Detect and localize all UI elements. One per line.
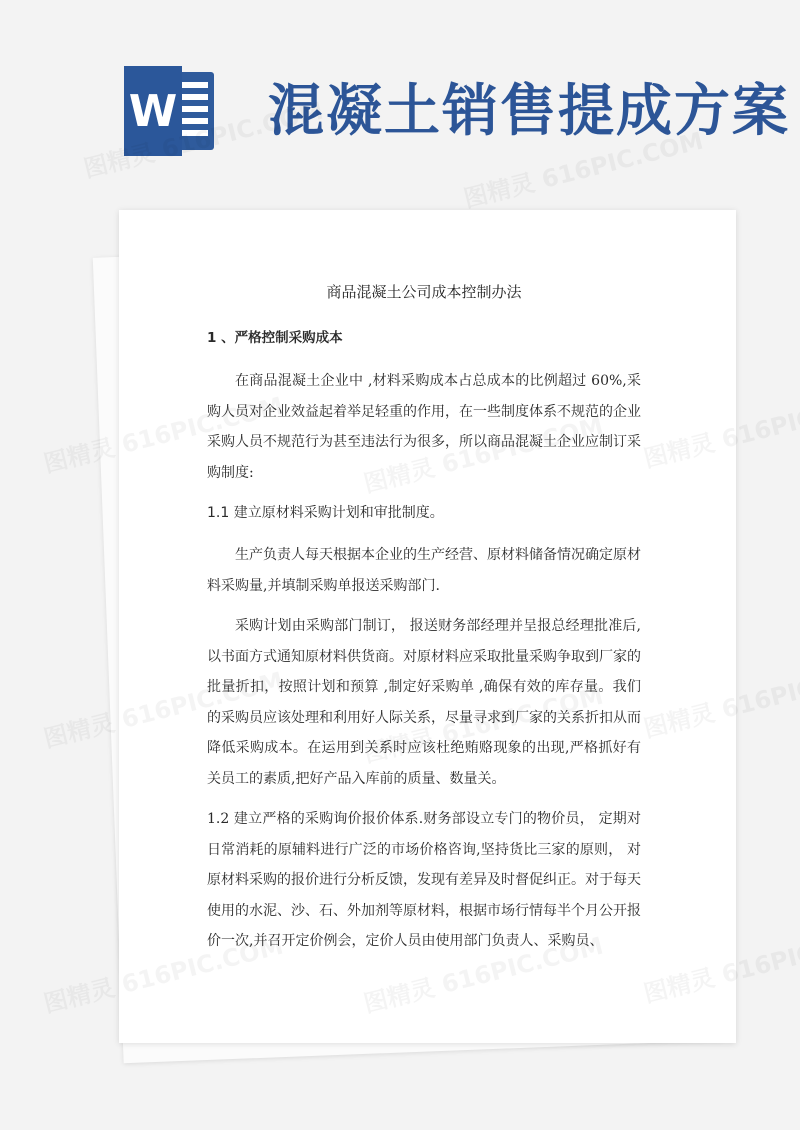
paragraph: 生产负责人每天根据本企业的生产经营、原材料储备情况确定原材料采购量,并填制采购单报送采购部门. — [207, 547, 641, 594]
section-heading: 1 、严格控制采购成本 — [207, 330, 343, 346]
banner-title: 混凝土销售提成方案 — [268, 78, 790, 144]
word-document-icon — [124, 66, 218, 156]
banner — [0, 0, 800, 200]
paragraph: 采购计划由采购部门制订， 报送财务部经理并呈报总经理批准后,以书面方式通知原材料供货商。对原材料应采取批量采购争取到厂家的批量折扣，按照计划和预算 ,制定好采购单 ,确保有效的库存量。我们的采购员应该处理和利用好人际关系，尽量寻求到厂家的关系折扣从而降低采购成本。在运用到关系时应该杜绝贿赂现象的出现,严格抓好有关员工的素质,把好产品入库前的质量、数量关。 — [207, 618, 641, 787]
word-icon-letter: W — [128, 86, 178, 137]
document-title: 商品混凝土公司成本控制办法 — [326, 283, 522, 301]
subsection-heading: 1.1 建立原材料采购计划和审批制度。 — [207, 505, 444, 521]
paragraph: 在商品混凝土企业中 ,材料采购成本占总成本的比例超过 60%,采购人员对企业效益起着举足轻重的作用，在一些制度体系不规范的企业采购人员不规范行为甚至违法行为很多，所以商品混凝土企业应制订采购制度: — [207, 373, 641, 481]
document-body — [207, 281, 641, 967]
paragraph: 1.2 建立严格的采购询价报价体系.财务部设立专门的物价员， 定期对日常消耗的原辅料进行广泛的市场价格咨询,坚持货比三家的原则， 对原材料采购的报价进行分析反馈，发现有差异及时督促纠正。对于每天使用的水泥、沙、石、外加剂等原材料，根据市场行情每半个月公开报价一次,并召开定价例会，定价人员由使用部门负责人、采购员、 — [207, 811, 641, 949]
